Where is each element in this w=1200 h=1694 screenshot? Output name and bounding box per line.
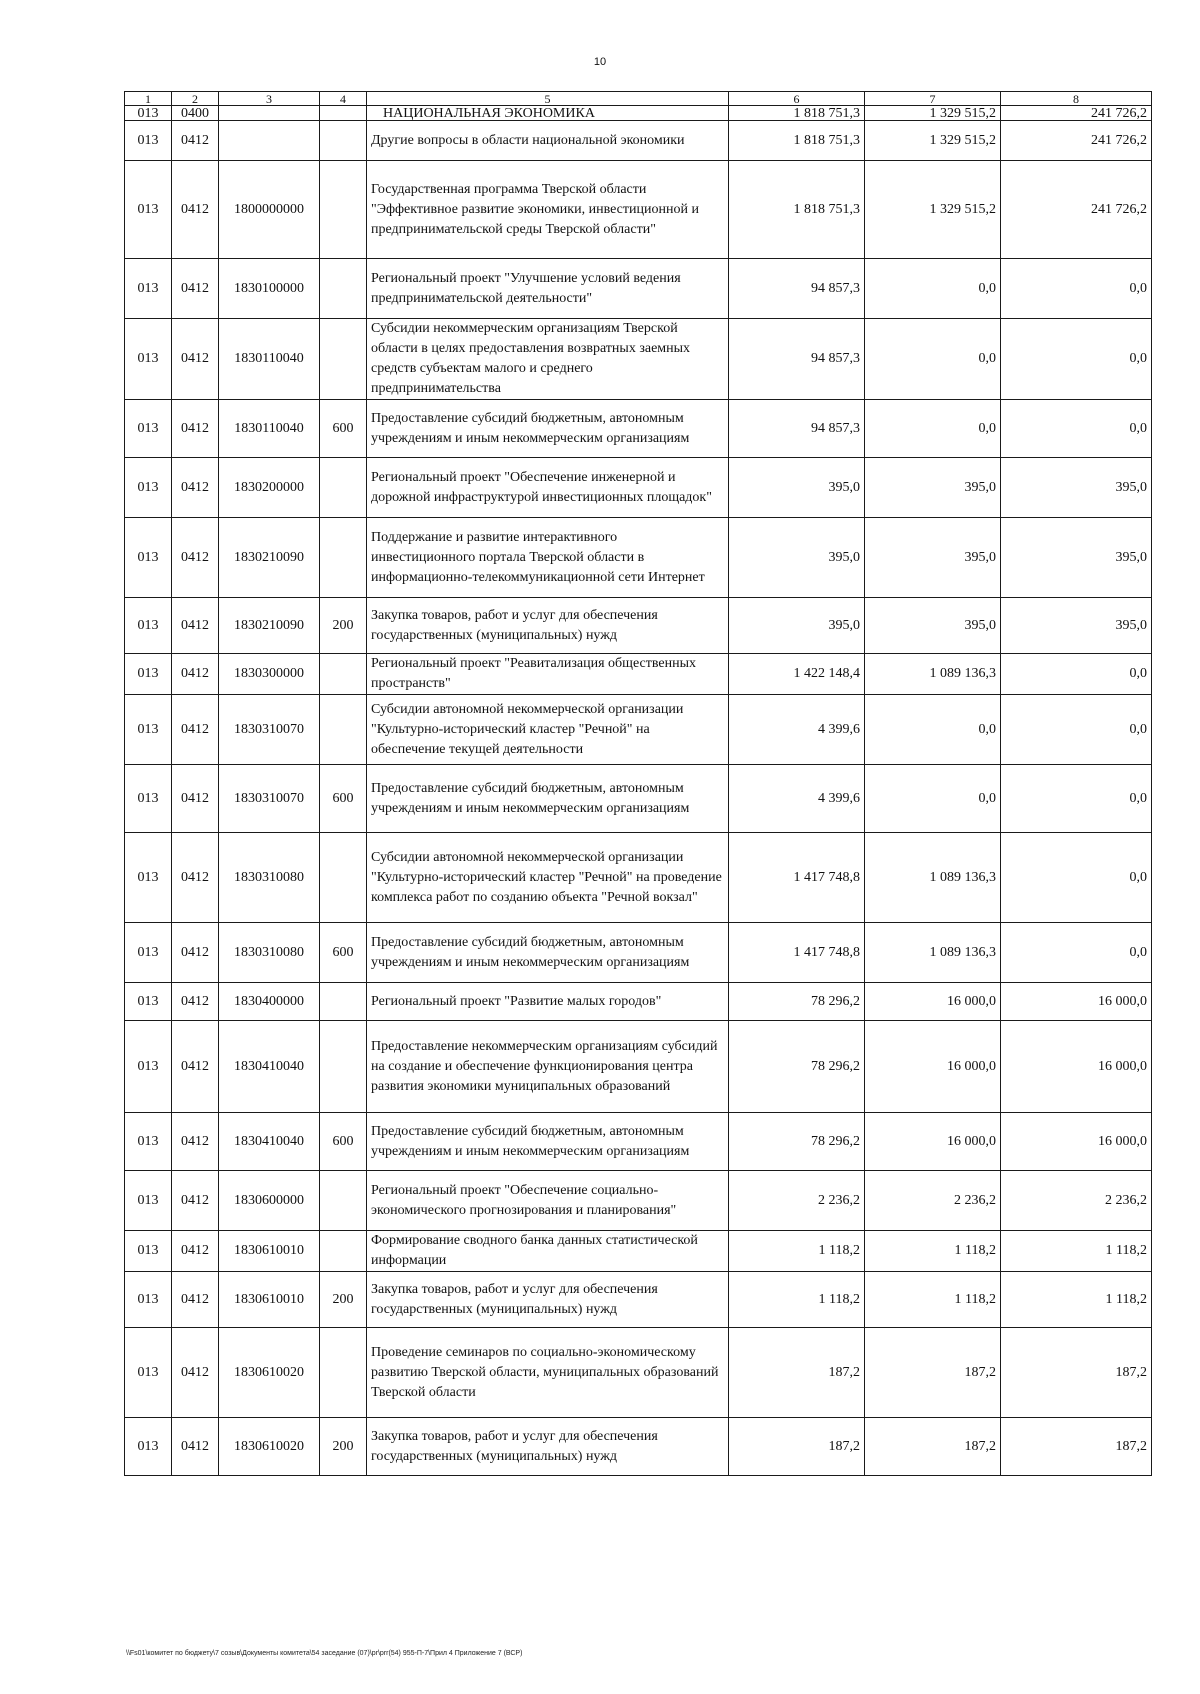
cell-section-code: 0412 (172, 1171, 219, 1231)
cell-target-code: 1830110040 (219, 319, 320, 400)
cell-expense-type: 200 (320, 1272, 367, 1328)
cell-description: Предоставление субсидий бюджетным, автономным учреждениям и иным некоммерческим организациям (367, 923, 729, 983)
cell-amount-col6: 78 296,2 (729, 1021, 865, 1113)
cell-target-code: 1830610020 (219, 1328, 320, 1418)
cell-amount-col8: 16 000,0 (1001, 1021, 1152, 1113)
table-row (125, 1171, 1152, 1231)
cell-target-code: 1830310080 (219, 923, 320, 983)
cell-amount-col7: 1 329 515,2 (865, 121, 1001, 161)
cell-admin-code: 013 (125, 1272, 172, 1328)
cell-description: Предоставление субсидий бюджетным, автономным учреждениям и иным некоммерческим организациям (367, 400, 729, 458)
cell-description: Субсидии некоммерческим организациям Тверской области в целях предоставления возвратных заемных средств субъектам малого и среднего предпринимательства (367, 319, 729, 400)
header-col-2: 2 (172, 92, 219, 106)
cell-description: Региональный проект "Реавитализация общественных пространств" (367, 654, 729, 695)
cell-section-code: 0412 (172, 1231, 219, 1272)
cell-expense-type (320, 259, 367, 319)
cell-amount-col7: 395,0 (865, 458, 1001, 518)
table-row (125, 923, 1152, 983)
table-row (125, 458, 1152, 518)
table-row (125, 106, 1152, 121)
table-row (125, 983, 1152, 1021)
cell-admin-code: 013 (125, 1113, 172, 1171)
cell-admin-code: 013 (125, 598, 172, 654)
cell-admin-code: 013 (125, 833, 172, 923)
table-row (125, 518, 1152, 598)
cell-admin-code: 013 (125, 518, 172, 598)
table-row (125, 1113, 1152, 1171)
table-row (125, 161, 1152, 259)
cell-target-code: 1830110040 (219, 400, 320, 458)
cell-admin-code: 013 (125, 1171, 172, 1231)
cell-section-code: 0412 (172, 1418, 219, 1476)
cell-target-code: 1830610010 (219, 1272, 320, 1328)
cell-description: Закупка товаров, работ и услуг для обеспечения государственных (муниципальных) нужд (367, 1272, 729, 1328)
cell-amount-col8: 0,0 (1001, 923, 1152, 983)
cell-amount-col8: 0,0 (1001, 695, 1152, 765)
cell-expense-type (320, 695, 367, 765)
cell-amount-col8: 0,0 (1001, 259, 1152, 319)
cell-amount-col6: 1 118,2 (729, 1231, 865, 1272)
cell-expense-type: 600 (320, 400, 367, 458)
cell-amount-col6: 94 857,3 (729, 259, 865, 319)
cell-expense-type (320, 1171, 367, 1231)
cell-admin-code: 013 (125, 765, 172, 833)
cell-amount-col6: 2 236,2 (729, 1171, 865, 1231)
cell-section-code: 0412 (172, 1113, 219, 1171)
cell-amount-col6: 395,0 (729, 458, 865, 518)
cell-expense-type (320, 983, 367, 1021)
budget-table (124, 91, 1152, 1476)
cell-amount-col8: 1 118,2 (1001, 1272, 1152, 1328)
cell-amount-col6: 187,2 (729, 1328, 865, 1418)
cell-amount-col8: 16 000,0 (1001, 1113, 1152, 1171)
cell-amount-col7: 395,0 (865, 518, 1001, 598)
cell-amount-col7: 187,2 (865, 1418, 1001, 1476)
cell-admin-code: 013 (125, 458, 172, 518)
cell-section-code: 0412 (172, 319, 219, 400)
cell-target-code: 1830210090 (219, 518, 320, 598)
cell-admin-code: 013 (125, 121, 172, 161)
cell-target-code: 1830600000 (219, 1171, 320, 1231)
cell-admin-code: 013 (125, 1328, 172, 1418)
cell-amount-col7: 0,0 (865, 259, 1001, 319)
header-col-5: 5 (367, 92, 729, 106)
cell-amount-col6: 1 417 748,8 (729, 923, 865, 983)
cell-admin-code: 013 (125, 1231, 172, 1272)
cell-section-code: 0412 (172, 518, 219, 598)
cell-expense-type (320, 161, 367, 259)
cell-amount-col6: 4 399,6 (729, 695, 865, 765)
cell-description: Проведение семинаров по социально-экономическому развитию Тверской области, муниципальных образований Тверской области (367, 1328, 729, 1418)
cell-description: Региональный проект "Развитие малых городов" (367, 983, 729, 1021)
cell-amount-col6: 78 296,2 (729, 1113, 865, 1171)
cell-amount-col8: 187,2 (1001, 1418, 1152, 1476)
table-row (125, 833, 1152, 923)
cell-expense-type (320, 518, 367, 598)
cell-description: Другие вопросы в области национальной экономики (367, 121, 729, 161)
cell-amount-col8: 395,0 (1001, 518, 1152, 598)
cell-admin-code: 013 (125, 654, 172, 695)
cell-admin-code: 013 (125, 1021, 172, 1113)
cell-amount-col8: 187,2 (1001, 1328, 1152, 1418)
cell-section-code: 0412 (172, 695, 219, 765)
cell-admin-code: 013 (125, 319, 172, 400)
cell-section-code: 0412 (172, 400, 219, 458)
cell-amount-col6: 1 818 751,3 (729, 121, 865, 161)
cell-description: Государственная программа Тверской области "Эффективное развитие экономики, инвестиционной и предпринимательской среды Тверской области" (367, 161, 729, 259)
cell-amount-col6: 1 818 751,3 (729, 106, 865, 121)
cell-amount-col6: 1 417 748,8 (729, 833, 865, 923)
cell-expense-type (320, 106, 367, 121)
header-col-8: 8 (1001, 92, 1152, 106)
cell-target-code (219, 121, 320, 161)
cell-expense-type (320, 654, 367, 695)
cell-amount-col6: 1 422 148,4 (729, 654, 865, 695)
cell-target-code: 1830310070 (219, 765, 320, 833)
cell-expense-type: 600 (320, 1113, 367, 1171)
cell-description: Предоставление некоммерческим организациям субсидий на создание и обеспечение функционирования центра развития экономики муниципальных образований (367, 1021, 729, 1113)
cell-amount-col7: 1 118,2 (865, 1231, 1001, 1272)
cell-amount-col7: 1 329 515,2 (865, 106, 1001, 121)
cell-section-code: 0412 (172, 983, 219, 1021)
cell-amount-col7: 187,2 (865, 1328, 1001, 1418)
cell-target-code: 1830100000 (219, 259, 320, 319)
cell-expense-type: 600 (320, 765, 367, 833)
cell-amount-col7: 1 329 515,2 (865, 161, 1001, 259)
cell-amount-col7: 0,0 (865, 695, 1001, 765)
table-row (125, 319, 1152, 400)
cell-amount-col8: 395,0 (1001, 598, 1152, 654)
cell-target-code: 1830310070 (219, 695, 320, 765)
cell-target-code: 1830610010 (219, 1231, 320, 1272)
cell-amount-col8: 241 726,2 (1001, 161, 1152, 259)
cell-amount-col8: 0,0 (1001, 654, 1152, 695)
cell-section-code: 0412 (172, 765, 219, 833)
cell-amount-col7: 1 089 136,3 (865, 923, 1001, 983)
header-col-3: 3 (219, 92, 320, 106)
cell-amount-col7: 1 118,2 (865, 1272, 1001, 1328)
cell-expense-type: 200 (320, 1418, 367, 1476)
cell-expense-type (320, 1021, 367, 1113)
cell-expense-type: 200 (320, 598, 367, 654)
cell-amount-col8: 0,0 (1001, 400, 1152, 458)
cell-section-code: 0412 (172, 1021, 219, 1113)
cell-description: Региональный проект "Обеспечение социально-экономического прогнозирования и планирования" (367, 1171, 729, 1231)
cell-amount-col7: 0,0 (865, 765, 1001, 833)
cell-description: НАЦИОНАЛЬНАЯ ЭКОНОМИКА (367, 106, 729, 121)
cell-target-code: 1830200000 (219, 458, 320, 518)
cell-section-code: 0412 (172, 161, 219, 259)
table-row (125, 400, 1152, 458)
cell-amount-col6: 395,0 (729, 598, 865, 654)
cell-description: Региональный проект "Обеспечение инженерной и дорожной инфраструктурой инвестиционных площадок" (367, 458, 729, 518)
header-col-4: 4 (320, 92, 367, 106)
cell-expense-type (320, 833, 367, 923)
cell-amount-col8: 395,0 (1001, 458, 1152, 518)
cell-amount-col7: 0,0 (865, 319, 1001, 400)
cell-amount-col7: 1 089 136,3 (865, 654, 1001, 695)
table-row (125, 259, 1152, 319)
cell-admin-code: 013 (125, 1418, 172, 1476)
cell-target-code: 1830310080 (219, 833, 320, 923)
cell-expense-type: 600 (320, 923, 367, 983)
cell-target-code: 1830300000 (219, 654, 320, 695)
cell-amount-col7: 2 236,2 (865, 1171, 1001, 1231)
cell-amount-col6: 94 857,3 (729, 319, 865, 400)
cell-amount-col6: 1 818 751,3 (729, 161, 865, 259)
cell-target-code: 1800000000 (219, 161, 320, 259)
cell-amount-col7: 16 000,0 (865, 1021, 1001, 1113)
cell-target-code: 1830610020 (219, 1418, 320, 1476)
cell-target-code (219, 106, 320, 121)
cell-section-code: 0400 (172, 106, 219, 121)
cell-expense-type (320, 121, 367, 161)
header-col-7: 7 (865, 92, 1001, 106)
cell-expense-type (320, 1328, 367, 1418)
cell-admin-code: 013 (125, 106, 172, 121)
cell-admin-code: 013 (125, 923, 172, 983)
cell-admin-code: 013 (125, 983, 172, 1021)
cell-amount-col7: 16 000,0 (865, 1113, 1001, 1171)
cell-admin-code: 013 (125, 400, 172, 458)
cell-amount-col8: 241 726,2 (1001, 121, 1152, 161)
cell-section-code: 0412 (172, 121, 219, 161)
header-col-6: 6 (729, 92, 865, 106)
cell-amount-col6: 1 118,2 (729, 1272, 865, 1328)
cell-admin-code: 013 (125, 259, 172, 319)
cell-section-code: 0412 (172, 598, 219, 654)
cell-amount-col7: 0,0 (865, 400, 1001, 458)
table-row (125, 1021, 1152, 1113)
cell-target-code: 1830410040 (219, 1021, 320, 1113)
cell-target-code: 1830210090 (219, 598, 320, 654)
cell-description: Предоставление субсидий бюджетным, автономным учреждениям и иным некоммерческим организациям (367, 1113, 729, 1171)
cell-section-code: 0412 (172, 259, 219, 319)
table-row (125, 1231, 1152, 1272)
cell-amount-col6: 78 296,2 (729, 983, 865, 1021)
cell-description: Поддержание и развитие интерактивного инвестиционного портала Тверской области в информационно-телекоммуникационной сети Интернет (367, 518, 729, 598)
table-row (125, 121, 1152, 161)
cell-description: Субсидии автономной некоммерческой организации "Культурно-исторический кластер "Речной" на проведение комплекса работ по созданию объекта "Речной вокзал" (367, 833, 729, 923)
cell-section-code: 0412 (172, 1272, 219, 1328)
header-row (125, 92, 1152, 106)
cell-admin-code: 013 (125, 161, 172, 259)
cell-section-code: 0412 (172, 654, 219, 695)
cell-section-code: 0412 (172, 1328, 219, 1418)
file-path-footer: \\Fs01\комитет по бюджету\7 созыв\Документы комитета\54 заседание (07)\pr\prr(54) 955-П-7\Прил 4 Приложение 7 (ВСР) (126, 1650, 523, 1657)
cell-amount-col7: 395,0 (865, 598, 1001, 654)
header-col-1: 1 (125, 92, 172, 106)
page-number: 10 (593, 56, 607, 68)
cell-expense-type (320, 458, 367, 518)
cell-description: Закупка товаров, работ и услуг для обеспечения государственных (муниципальных) нужд (367, 598, 729, 654)
cell-description: Предоставление субсидий бюджетным, автономным учреждениям и иным некоммерческим организациям (367, 765, 729, 833)
cell-amount-col6: 4 399,6 (729, 765, 865, 833)
cell-target-code: 1830400000 (219, 983, 320, 1021)
cell-amount-col8: 0,0 (1001, 833, 1152, 923)
table-row (125, 1272, 1152, 1328)
cell-amount-col6: 395,0 (729, 518, 865, 598)
table-row (125, 598, 1152, 654)
cell-description: Закупка товаров, работ и услуг для обеспечения государственных (муниципальных) нужд (367, 1418, 729, 1476)
cell-amount-col8: 16 000,0 (1001, 983, 1152, 1021)
cell-amount-col8: 2 236,2 (1001, 1171, 1152, 1231)
cell-amount-col8: 241 726,2 (1001, 106, 1152, 121)
cell-expense-type (320, 319, 367, 400)
cell-admin-code: 013 (125, 695, 172, 765)
cell-amount-col6: 187,2 (729, 1418, 865, 1476)
cell-amount-col7: 1 089 136,3 (865, 833, 1001, 923)
table-row (125, 765, 1152, 833)
cell-target-code: 1830410040 (219, 1113, 320, 1171)
table-row (125, 1418, 1152, 1476)
cell-amount-col8: 1 118,2 (1001, 1231, 1152, 1272)
cell-section-code: 0412 (172, 458, 219, 518)
cell-amount-col8: 0,0 (1001, 765, 1152, 833)
cell-amount-col8: 0,0 (1001, 319, 1152, 400)
table-row (125, 695, 1152, 765)
cell-expense-type (320, 1231, 367, 1272)
table-row (125, 654, 1152, 695)
cell-section-code: 0412 (172, 923, 219, 983)
cell-amount-col7: 16 000,0 (865, 983, 1001, 1021)
cell-amount-col6: 94 857,3 (729, 400, 865, 458)
cell-section-code: 0412 (172, 833, 219, 923)
cell-description: Субсидии автономной некоммерческой организации "Культурно-исторический кластер "Речной" на обеспечение текущей деятельности (367, 695, 729, 765)
cell-description: Региональный проект "Улучшение условий ведения предпринимательской деятельности" (367, 259, 729, 319)
table-row (125, 1328, 1152, 1418)
cell-description: Формирование сводного банка данных статистической информации (367, 1231, 729, 1272)
